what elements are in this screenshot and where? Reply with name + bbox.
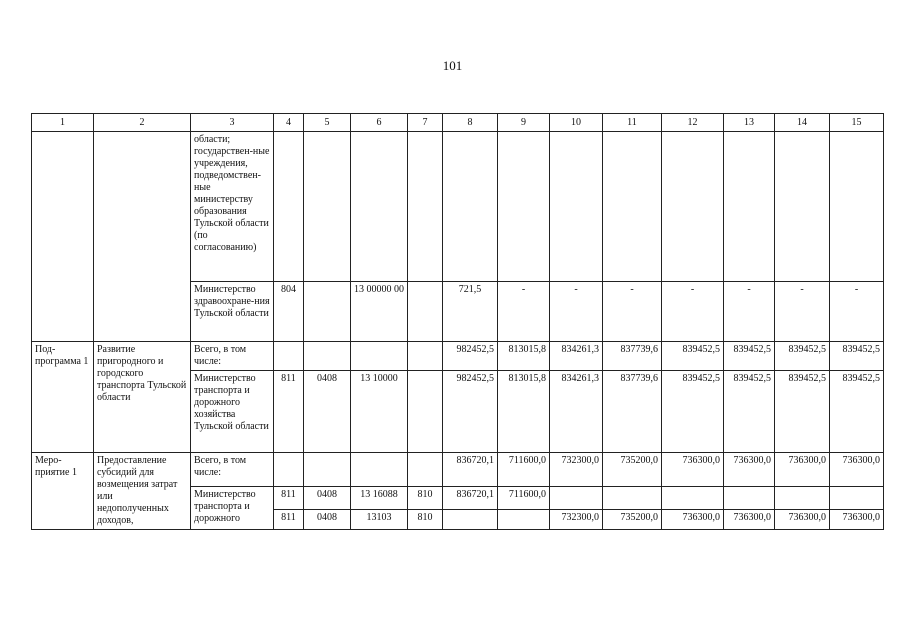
expense-type-cell: 810 [408, 510, 443, 530]
executor-cell: области; государствен-ные учреждения, подведомствен-ные министерству образования Тульской области (по согласованию) [191, 132, 274, 282]
value-cell: - [550, 282, 603, 342]
value-cell: 837739,6 [603, 342, 662, 371]
program-code-cell: Под-программа 1 [32, 342, 94, 453]
value-cell [498, 510, 550, 530]
section-cell [304, 132, 351, 282]
grbs-cell [274, 453, 304, 487]
value-cell: 813015,8 [498, 371, 550, 453]
value-cell: 836720,1 [443, 453, 498, 487]
expense-type-cell [408, 453, 443, 487]
value-cell: 732300,0 [550, 453, 603, 487]
header-cell: 10 [550, 114, 603, 132]
header-cell: 13 [724, 114, 775, 132]
section-cell [304, 282, 351, 342]
value-cell: 735200,0 [603, 453, 662, 487]
expense-type-cell [408, 132, 443, 282]
expense-type-cell [408, 342, 443, 371]
value-cell [603, 487, 662, 510]
grbs-cell: 811 [274, 487, 304, 510]
value-cell: 711600,0 [498, 453, 550, 487]
executor-cell: Министерство здравоохране-ния Тульской области [191, 282, 274, 342]
value-cell [830, 487, 884, 510]
value-cell: - [830, 282, 884, 342]
value-cell: 834261,3 [550, 371, 603, 453]
value-cell: 839452,5 [830, 342, 884, 371]
value-cell: 839452,5 [724, 371, 775, 453]
header-row [32, 114, 884, 132]
header-cell: 2 [94, 114, 191, 132]
target-article-cell [351, 453, 408, 487]
value-cell: 736300,0 [662, 510, 724, 530]
target-article-cell [351, 342, 408, 371]
value-cell [550, 132, 603, 282]
value-cell [550, 487, 603, 510]
value-cell [724, 132, 775, 282]
program-name-cell [94, 132, 191, 342]
value-cell: - [662, 282, 724, 342]
value-cell [830, 132, 884, 282]
value-cell: 813015,8 [498, 342, 550, 371]
value-cell: - [498, 282, 550, 342]
value-cell: 736300,0 [662, 453, 724, 487]
table-row [32, 342, 884, 371]
value-cell: 732300,0 [550, 510, 603, 530]
value-cell: 982452,5 [443, 342, 498, 371]
value-cell: - [603, 282, 662, 342]
target-article-cell: 13 10000 [351, 371, 408, 453]
header-cell: 12 [662, 114, 724, 132]
value-cell: 736300,0 [775, 453, 830, 487]
target-article-cell: 13103 [351, 510, 408, 530]
section-cell [304, 453, 351, 487]
value-cell: - [775, 282, 830, 342]
executor-cell: Министерство транспорта и дорожного хозяйства Тульской области [191, 371, 274, 453]
value-cell [443, 510, 498, 530]
grbs-cell: 811 [274, 510, 304, 530]
program-name-cell: Развитие пригородного и городского транспорта Тульской области [94, 342, 191, 453]
value-cell: 711600,0 [498, 487, 550, 510]
target-article-cell [351, 132, 408, 282]
target-article-cell: 13 00000 00 [351, 282, 408, 342]
value-cell [775, 487, 830, 510]
program-code-cell: Меро-приятие 1 [32, 453, 94, 530]
target-article-cell: 13 16088 [351, 487, 408, 510]
value-cell: 834261,3 [550, 342, 603, 371]
header-cell: 9 [498, 114, 550, 132]
header-cell: 15 [830, 114, 884, 132]
value-cell: 736300,0 [830, 453, 884, 487]
header-cell: 6 [351, 114, 408, 132]
value-cell [662, 132, 724, 282]
value-cell: 839452,5 [775, 371, 830, 453]
expense-type-cell: 810 [408, 487, 443, 510]
program-code-cell [32, 132, 94, 342]
value-cell [775, 132, 830, 282]
header-cell: 5 [304, 114, 351, 132]
value-cell: 839452,5 [662, 371, 724, 453]
value-cell: 736300,0 [775, 510, 830, 530]
executor-cell: Всего, в том числе: [191, 342, 274, 371]
value-cell [603, 132, 662, 282]
value-cell [498, 132, 550, 282]
header-cell: 3 [191, 114, 274, 132]
header-cell: 7 [408, 114, 443, 132]
executor-cell: Министерство транспорта и дорожного [191, 487, 274, 530]
value-cell: 839452,5 [830, 371, 884, 453]
budget-table [31, 113, 884, 530]
expense-type-cell [408, 282, 443, 342]
value-cell: 982452,5 [443, 371, 498, 453]
value-cell [662, 487, 724, 510]
section-cell: 0408 [304, 371, 351, 453]
header-cell: 11 [603, 114, 662, 132]
header-cell: 8 [443, 114, 498, 132]
grbs-cell [274, 132, 304, 282]
value-cell: 836720,1 [443, 487, 498, 510]
executor-cell: Всего, в том числе: [191, 453, 274, 487]
value-cell: 721,5 [443, 282, 498, 342]
section-cell: 0408 [304, 510, 351, 530]
value-cell: 839452,5 [662, 342, 724, 371]
header-cell: 1 [32, 114, 94, 132]
value-cell: 736300,0 [830, 510, 884, 530]
value-cell: - [724, 282, 775, 342]
table-row [32, 453, 884, 487]
value-cell: 839452,5 [724, 342, 775, 371]
value-cell [724, 487, 775, 510]
grbs-cell: 804 [274, 282, 304, 342]
header-cell: 14 [775, 114, 830, 132]
program-name-cell: Предоставление субсидий для возмещения затрат или недополученных доходов, [94, 453, 191, 530]
value-cell: 837739,6 [603, 371, 662, 453]
value-cell: 736300,0 [724, 510, 775, 530]
section-cell: 0408 [304, 487, 351, 510]
grbs-cell [274, 342, 304, 371]
page-number: 101 [442, 58, 463, 73]
value-cell: 736300,0 [724, 453, 775, 487]
section-cell [304, 342, 351, 371]
grbs-cell: 811 [274, 371, 304, 453]
value-cell [443, 132, 498, 282]
expense-type-cell [408, 371, 443, 453]
table-row [32, 132, 884, 282]
value-cell: 839452,5 [775, 342, 830, 371]
value-cell: 735200,0 [603, 510, 662, 530]
header-cell: 4 [274, 114, 304, 132]
